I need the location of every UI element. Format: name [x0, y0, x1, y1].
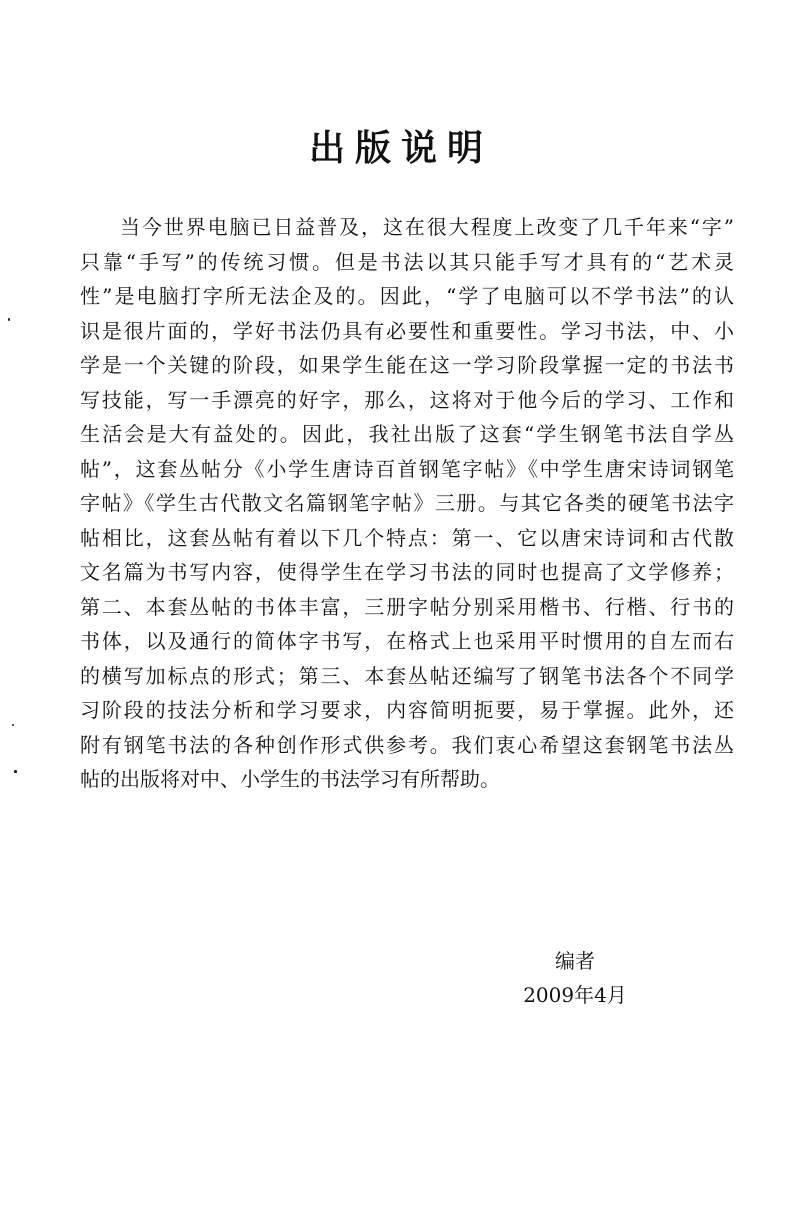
scan-speck [12, 724, 14, 726]
paragraph-line: 帖相比，这套丛帖有着以下几个特点：第一、它以唐宋诗词和古代散 [80, 525, 734, 550]
paragraph-line: 帖”，这套丛帖分《小学生唐诗百首钢笔字帖》《中学生唐宋诗词钢笔 [80, 456, 734, 481]
signature-date: 2009年4月 [523, 983, 627, 1007]
paragraph-line: 附有钢笔书法的各种创作形式供参考。我们衷心希望这套钢笔书法丛 [80, 732, 734, 757]
paragraph-line: 当今世界电脑已日益普及，这在很大程度上改变了几千年来“字” [120, 215, 734, 239]
preface-paragraph [80, 210, 734, 797]
paragraph-line: 识是很片面的，学好书法仍具有必要性和重要性。学习书法，中、小 [80, 318, 734, 343]
paragraph-line: 写技能，写一手漂亮的好字，那么，这将对于他今后的学习、工作和 [80, 387, 734, 412]
paragraph-line: 字帖》《学生古代散文名篇钢笔字帖》三册。与其它各类的硬笔书法字 [80, 491, 734, 515]
page-title: 出版说明 [308, 127, 493, 169]
paragraph-line: 生活会是大有益处的。因此，我社出版了这套“学生钢笔书法自学丛 [80, 422, 734, 446]
paragraph-line: 第二、本套丛帖的书体丰富，三册字帖分别采用楷书、行楷、行书的 [80, 594, 734, 619]
paragraph-line: 帖的出版将对中、小学生的书法学习有所帮助。 [80, 767, 500, 791]
paragraph-line: 书体，以及通行的简体字书写，在格式上也采用平时惯用的自左而右 [80, 629, 734, 653]
paragraph-line: 习阶段的技法分析和学习要求，内容简明扼要，易于掌握。此外，还 [80, 698, 734, 722]
signature-author: 编者 [555, 949, 595, 973]
signature-block [500, 944, 650, 1012]
paragraph-line: 的横写加标点的形式；第三、本套丛帖还编写了钢笔书法各个不同学 [80, 663, 734, 688]
paragraph-line: 只靠“手写”的传统习惯。但是书法以其只能手写才具有的“艺术灵 [80, 249, 734, 274]
scan-speck [8, 318, 10, 321]
paragraph-line: 学是一个关键的阶段，如果学生能在这一学习阶段掌握一定的书法书 [80, 353, 734, 377]
scan-speck [14, 770, 17, 773]
paragraph-line: 性”是电脑打字所无法企及的。因此，“学了电脑可以不学书法”的认 [80, 284, 734, 308]
paragraph-line: 文名篇为书写内容，使得学生在学习书法的同时也提高了文学修养； [80, 560, 734, 584]
